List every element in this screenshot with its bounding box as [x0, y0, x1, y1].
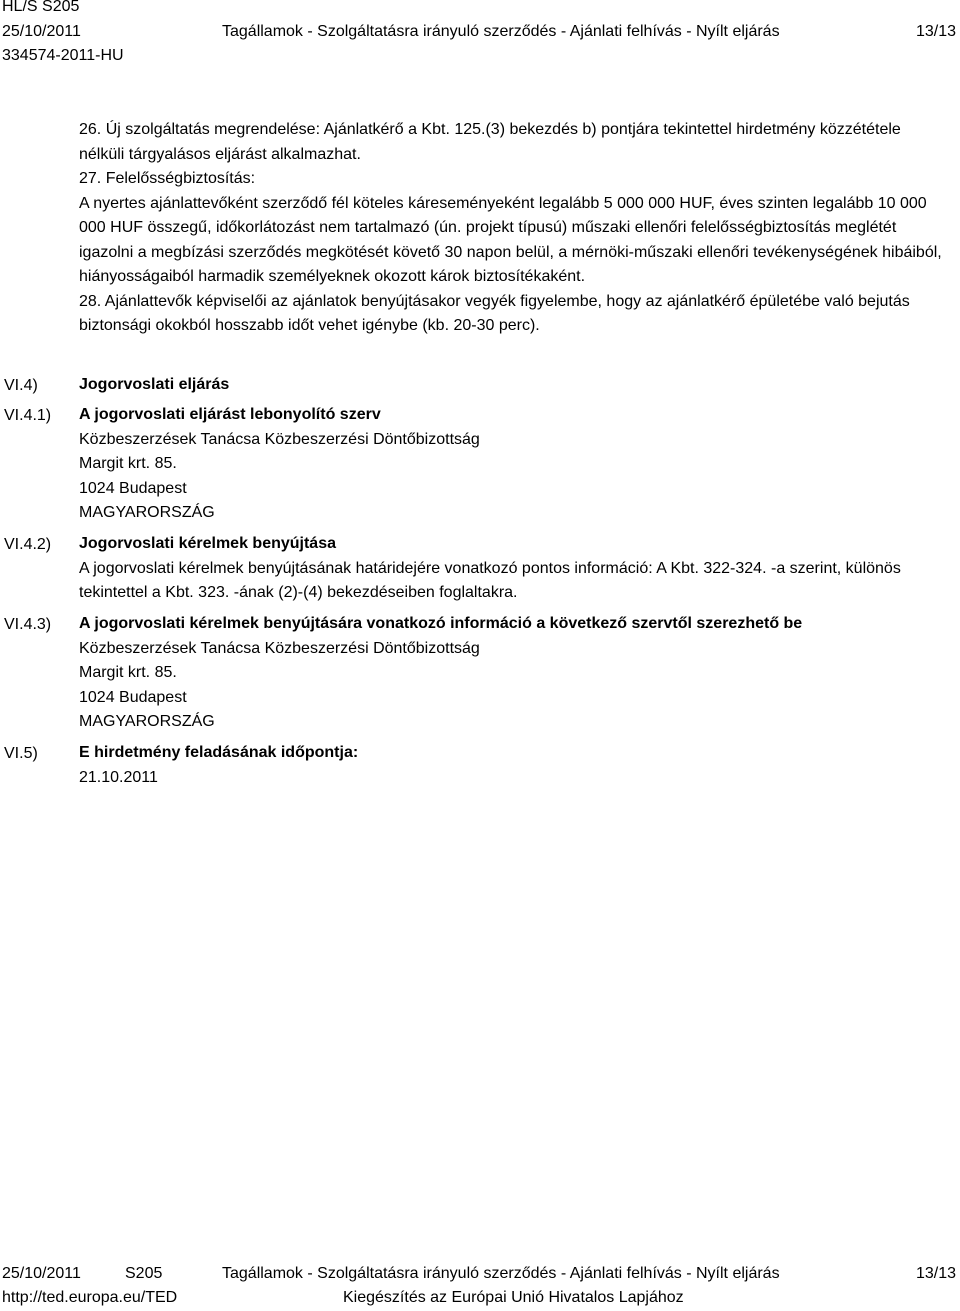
org-name: Közbeszerzések Tanácsa Közbeszerzési Döntőbizottság — [79, 639, 480, 657]
section-label-vi4: VI.4) — [4, 377, 38, 394]
section-label-vi5: VI.5) — [4, 745, 38, 762]
section-title-vi5: E hirdetmény feladásának időpontja: — [79, 744, 359, 761]
org-city: 1024 Budapest — [79, 479, 187, 497]
org-name: Közbeszerzések Tanácsa Közbeszerzési Döntőbizottság — [79, 430, 480, 448]
page-header — [0, 0, 960, 70]
header-title: Tagállamok - Szolgáltatásra irányuló szerződés - Ajánlati felhívás - Nyílt eljárás — [222, 23, 780, 40]
header-reference: 334574-2011-HU — [2, 47, 124, 64]
org-country: MAGYARORSZÁG — [79, 504, 215, 522]
footer-page-number: 13/13 — [915, 1265, 956, 1282]
section-label-vi42: VI.4.2) — [4, 536, 52, 553]
header-date: 25/10/2011 — [2, 23, 81, 40]
org-city: 1024 Budapest — [79, 688, 187, 706]
section-vi4 — [79, 373, 944, 398]
section-title-vi41: A jogorvoslati eljárást lebonyolító szerv — [79, 406, 381, 423]
section-title-vi43: A jogorvoslati kérelmek benyújtására vonatkozó információ a következő szervtől szerezhető be — [79, 615, 803, 632]
org-country: MAGYARORSZÁG — [79, 713, 215, 731]
section-vi42 — [79, 532, 944, 606]
footer-url: http://ted.europa.eu/TED — [2, 1289, 178, 1306]
doc-code: HL/S S205 — [2, 0, 80, 15]
supplementary-info — [79, 118, 944, 339]
section-label-vi41: VI.4.1) — [4, 407, 52, 424]
paragraph-28: 28. Ajánlattevők képviselői az ajánlatok benyújtásakor vegyék figyelembe, hogy az ajánlatkérő épületébe való bejutás biztonsági okokból hosszabb időt vehet igénybe (kb. 20-30 perc). — [79, 292, 910, 334]
section-title-vi4: Jogorvoslati eljárás — [79, 376, 230, 393]
footer-title: Tagállamok - Szolgáltatásra irányuló szerződés - Ajánlati felhívás - Nyílt eljárás — [222, 1265, 780, 1282]
section-title-vi42: Jogorvoslati kérelmek benyújtása — [79, 535, 336, 552]
org-street: Margit krt. 85. — [79, 664, 177, 682]
org-street: Margit krt. 85. — [79, 455, 177, 473]
paragraph-27-text: A nyertes ajánlattevőként szerződő fél köteles káreseményeként legalább 5 000 000 HUF, éves szinten legalább 10 000 000 HUF összegű, időkorlátozást nem tartalmazó (ún. projekt típusú) műszaki ellenőri felelősségbiztosítás meglétét igazolni a megbízási szerződés megkötését követő 30 napon belül, a mérnöki-műszaki ellenőri tevékenységének hibáiból, hiányosságaiból harmadik személyeknek okozott károk biztosítékaként. — [79, 194, 942, 285]
appeal-deadline-info: A jogorvoslati kérelmek benyújtásának határidejére vonatkozó pontos információ: A Kbt. 322-324. -a szerint, különös tekintettel a Kbt. 323. -ának (2)-(4) bekezdéseiben foglaltakra. — [79, 559, 901, 602]
header-page-number: 13/13 — [915, 23, 956, 40]
footer-date: 25/10/2011 — [2, 1265, 81, 1282]
dispatch-date: 21.10.2011 — [79, 768, 158, 786]
paragraph-27-heading: 27. Felelősségbiztosítás: — [79, 170, 256, 187]
page-footer — [0, 1262, 960, 1311]
section-vi41 — [79, 403, 944, 526]
section-vi5 — [79, 741, 944, 790]
section-vi43 — [79, 612, 944, 735]
section-label-vi43: VI.4.3) — [4, 616, 52, 633]
paragraph-26: 26. Új szolgáltatás megrendelése: Ajánlatkérő a Kbt. 125.(3) bekezdés b) pontjára tekintettel hirdetmény közzététele nélküli tárgyalásos eljárást alkalmazhat. — [79, 121, 901, 163]
footer-issue: S205 — [125, 1265, 163, 1282]
footer-publisher: Kiegészítés az Európai Unió Hivatalos Lapjához — [343, 1289, 684, 1306]
